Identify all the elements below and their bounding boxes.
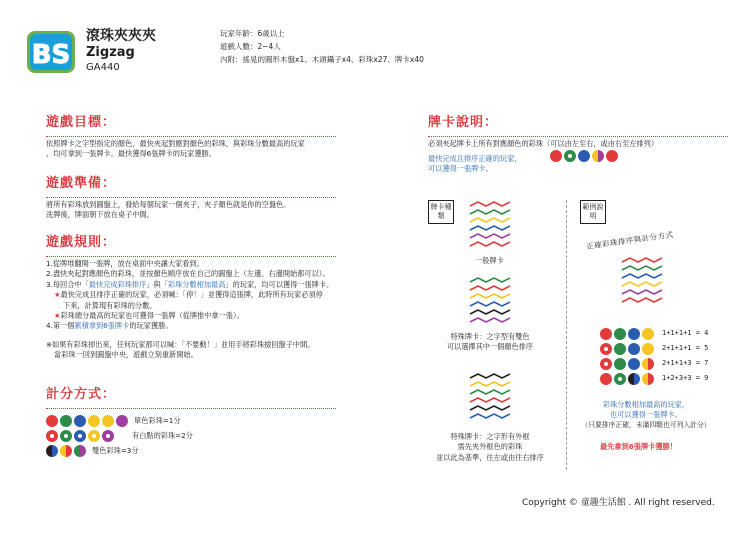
scoring-title: 計分方式： bbox=[46, 386, 346, 409]
prep-section bbox=[46, 175, 366, 221]
cards-intro: 必須夾起牌卡上所有對應顏色的彩珠（可以由左至右，或由右至左排列） bbox=[428, 138, 659, 148]
rule-1: 1.從牌堆翻開一張牌，放在桌面中央讓大家看到。 bbox=[46, 258, 204, 268]
rule-3-sub-2: ★彩珠總分最高的玩家也可獲得一張牌（從牌推中拿一張）。 bbox=[54, 311, 244, 321]
example-row-3: 2+1+1+3 = 7 bbox=[600, 356, 708, 371]
goal-title: 遊戲目標： bbox=[46, 114, 366, 137]
special-card-1-zigzag bbox=[468, 276, 512, 326]
normal-card-label: 一般牌卡 bbox=[475, 256, 504, 265]
arc-title: 正確彩珠排序與計分方式 bbox=[585, 229, 675, 252]
product-code: GA440 bbox=[86, 62, 120, 73]
info-block bbox=[220, 27, 424, 66]
rule-3-sub-1: ★最快完成且排序正確的玩家，必須喊：「停！」並獲得這張牌，此時所有玩家必須停 bbox=[54, 290, 323, 300]
contents: 內附：搖晃的圓形木盤x1、木頭鑷子x4、彩珠x27、牌卡x40 bbox=[220, 55, 424, 65]
special-card-1-desc: 特殊牌卡：之字型有雙色 可以選擇其中一個顏色排序 bbox=[446, 332, 534, 352]
rule-3-sub-1b: 下來，計算現有彩珠的分數。 bbox=[63, 300, 157, 310]
star-icon: ★ bbox=[54, 311, 61, 321]
card-types-label: 牌卡種類 bbox=[428, 200, 454, 224]
fast-beads bbox=[550, 150, 620, 162]
prep-title: 遊戲準備： bbox=[46, 175, 366, 198]
cards-section bbox=[428, 114, 738, 149]
scoring-section bbox=[46, 386, 346, 457]
example-row-1: 1+1+1+1 = 4 bbox=[600, 326, 708, 341]
title-zh: 滾珠夾夾夾 bbox=[86, 28, 156, 44]
normal-card-zigzag bbox=[468, 200, 512, 250]
score-dotted: 有白點的彩珠=2分 bbox=[46, 430, 346, 442]
goal-line-1: 依照牌卡之字型指定的顏色，最快夾起對應對顏色的彩珠，與彩珠分數最高的玩家 bbox=[46, 138, 305, 148]
score-double: 雙色彩珠=3分 bbox=[46, 445, 346, 457]
title-en: Zigzag bbox=[86, 45, 135, 60]
special-card-2-desc: 特殊牌卡：之字形有外框 需先夾外框色的彩珠 並以此為基準，往左或由往右排序 bbox=[436, 432, 544, 462]
players-age: 玩家年齡：6歲以上 bbox=[220, 29, 285, 38]
copyright: Copyright © 童趣生活館 . All right reserved. bbox=[522, 498, 715, 508]
divider bbox=[566, 200, 567, 470]
rules-section bbox=[46, 234, 406, 361]
goal-line-2: ，均可拿到一張牌卡。最快獲得6張牌卡的玩家獲勝。 bbox=[46, 149, 216, 159]
note-1: ※如果有彩珠掉出來，任何玩家都可以喊：「不要動！」並用手將彩珠撿回盤子中間。 bbox=[46, 339, 315, 349]
goal-section bbox=[46, 114, 366, 160]
note-2: 當彩珠一回到圓盤中央，遊戲立刻重新開始。 bbox=[54, 350, 198, 360]
fast-text: 最快完成且排序正確的玩家， 可以獲得一張牌卡。 bbox=[428, 154, 522, 174]
example-label: 範例說明 bbox=[580, 200, 606, 224]
example-card-zigzag bbox=[620, 256, 664, 306]
cards-title: 牌卡說明： bbox=[428, 114, 738, 137]
svg-text:BS: BS bbox=[31, 40, 71, 70]
highest-score-text: 彩珠分數相加最高的玩家， 也可以獲得一張牌卡。 （只要排序正確，未滿四顆也可列入計分） bbox=[581, 400, 711, 429]
star-icon: ★ bbox=[54, 290, 61, 300]
rule-3: 3.每回合中「最快完成彩珠排序」與「彩珠分數相加最高」的玩家，均可以獲得一張牌卡。 bbox=[46, 279, 334, 289]
win-text: 最先拿到6張牌卡獲勝！ bbox=[600, 442, 677, 451]
rules-title: 遊戲規則： bbox=[46, 234, 406, 257]
rule-4: 4.第一個累積拿到6張牌卡的玩家獲勝。 bbox=[46, 321, 173, 331]
logo bbox=[26, 30, 76, 74]
example-rows bbox=[600, 326, 708, 386]
example-row-2: 2+1+1+1 = 5 bbox=[600, 341, 708, 356]
players-count: 遊戲人數：2~4人 bbox=[220, 42, 281, 52]
example-row-4: 1+2+3+3 = 9 bbox=[600, 371, 708, 386]
special-card-2-zigzag bbox=[468, 372, 512, 426]
prep-line-1: 將所有彩珠放到圓盤上，發給每個玩家一個夾子，夾子顏色就是你的空盤色。 bbox=[46, 199, 291, 209]
rule-2: 2.盡快夾起對應顏色的彩珠，並按顏色順序放在自己的圓盤上（左邊、右邊開始都可以）。 bbox=[46, 269, 330, 279]
score-single: 單色彩珠=1分 bbox=[46, 415, 346, 427]
prep-line-2: 洗牌後，牌面朝下放在桌子中間。 bbox=[46, 210, 154, 220]
